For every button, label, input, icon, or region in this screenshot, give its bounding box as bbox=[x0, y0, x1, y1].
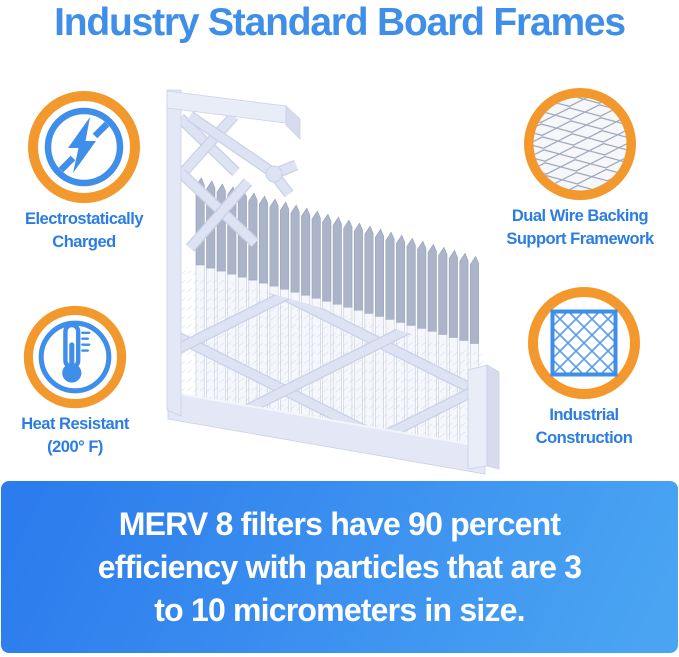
feature-label-line1: Dual Wire Backing bbox=[511, 207, 649, 225]
feature-label-line1: Industrial bbox=[549, 406, 619, 424]
feature-label bbox=[506, 205, 653, 251]
frame-right-rail bbox=[468, 365, 487, 469]
feature-label-line2: Charged bbox=[52, 233, 116, 251]
banner-line2: efficiency with particles that are 3 bbox=[97, 548, 582, 585]
feature-dual-wire-backing bbox=[488, 86, 672, 251]
page-title: Industry Standard Board Frames bbox=[54, 1, 625, 44]
lightning-bolt-icon bbox=[26, 89, 142, 205]
pleated-air-filter-image bbox=[160, 78, 500, 480]
feature-label-line2: Construction bbox=[535, 429, 633, 447]
feature-heat-resistant bbox=[0, 304, 167, 459]
feature-label bbox=[25, 208, 143, 254]
feature-industrial-construction bbox=[492, 285, 676, 450]
feature-label bbox=[21, 413, 129, 459]
thermometer-icon bbox=[22, 304, 128, 410]
banner-line1: MERV 8 filters have 90 percent bbox=[118, 505, 561, 542]
feature-electrostatically-charged bbox=[0, 89, 176, 254]
frame-top-rail-end bbox=[286, 106, 300, 139]
wire-mesh-icon bbox=[522, 86, 638, 202]
feature-label-line2: Support Framework bbox=[506, 230, 654, 248]
banner-line3: to 10 micrometers in size. bbox=[154, 591, 525, 628]
feature-label-line1: Electrostatically bbox=[24, 210, 144, 228]
feature-label-line2: (200° F) bbox=[47, 438, 103, 456]
frame-left-rail bbox=[167, 90, 181, 416]
feature-label-line1: Heat Resistant bbox=[21, 415, 129, 433]
lattice-grid-icon bbox=[526, 285, 642, 401]
feature-label bbox=[536, 404, 633, 450]
banner-text bbox=[98, 503, 581, 632]
info-banner bbox=[1, 481, 678, 653]
frame-right-rail-side bbox=[487, 365, 499, 469]
